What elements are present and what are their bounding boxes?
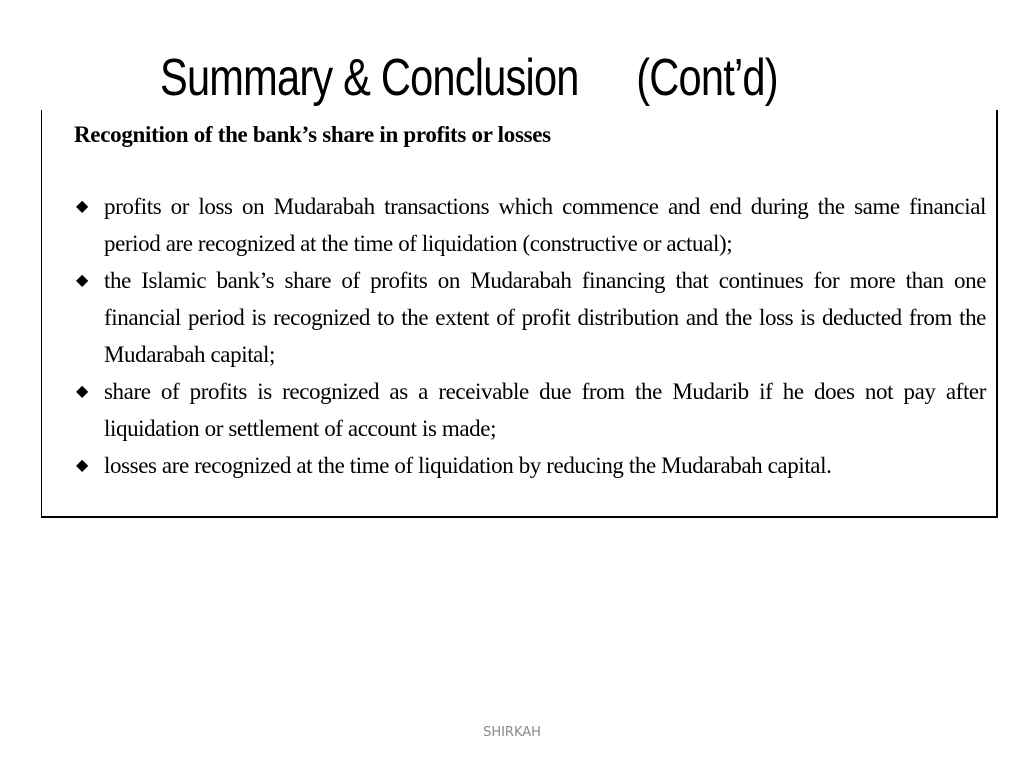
diamond-bullet-icon: ◆ — [76, 383, 88, 400]
bullet-item — [74, 373, 986, 447]
bullet-item — [74, 262, 986, 373]
diamond-bullet-icon: ◆ — [76, 272, 88, 289]
bullet-item — [74, 188, 986, 262]
bullet-item — [74, 447, 986, 484]
slide-footer: SHIRKAH — [483, 725, 541, 740]
slide-title-main: Summary & Conclusion — [160, 49, 579, 107]
bullet-text: losses are recognized at the time of liquidation by reducing the Mudarabah capital. — [104, 453, 832, 478]
diamond-bullet-icon: ◆ — [76, 198, 88, 215]
bullet-list — [74, 188, 986, 484]
bullet-text: share of profits is recognized as a receivable due from the Mudarib if he does not pay after liquidation or settlement of account is made; — [104, 379, 986, 441]
slide-title — [160, 44, 778, 112]
bullet-text: profits or loss on Mudarabah transactions which commence and end during the same financial period are recognized at the time of liquidation (constructive or actual); — [104, 194, 986, 256]
content-heading: Recognition of the bank’s share in profits or losses — [74, 122, 551, 147]
slide-title-suffix: (Cont’d) — [636, 49, 778, 107]
content-box — [41, 110, 998, 518]
bullet-text: the Islamic bank’s share of profits on Mudarabah financing that continues for more than one financial period is recognized to the extent of profit distribution and the loss is deducted from the Mudarabah capital; — [104, 268, 986, 367]
diamond-bullet-icon: ◆ — [76, 457, 88, 474]
